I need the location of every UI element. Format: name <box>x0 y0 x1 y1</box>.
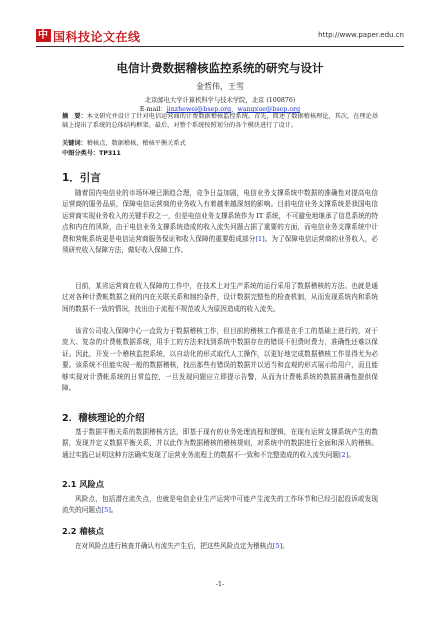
section-1-heading: 1．引言 <box>62 172 101 184</box>
section-2-heading: 2．稽核理论的介绍 <box>62 413 145 424</box>
classification-code: TP311 <box>99 150 121 157</box>
abstract <box>62 112 378 130</box>
paragraph-text: 风险点，包括潜在流失点，也就是电信企业生产运营中可能产生流失的工作环节和已经引起投诉或发现流失的问题点 <box>62 495 378 515</box>
email-link-2[interactable]: wangxue@bsep.org <box>237 106 301 113</box>
paragraph-text-tail: 。 <box>282 542 289 550</box>
classification-label: 中图分类号： <box>62 150 100 157</box>
email-link-1[interactable]: jinzhewei@bsep.org <box>166 106 232 113</box>
page-number: -1- <box>215 580 225 588</box>
header-divider <box>36 46 404 47</box>
abstract-label: 摘 要： <box>62 113 87 120</box>
paragraph-text: 基于数据平衡关系的数据稽核方法，即基于现有的业务处理流程和逻辑，在现有运营支撑系统产生的数据，发现并定义数据平衡关系，并以此作为数据稽核的稽核规则，对系统中的数据进行全面和深入的稽核。通过实践已证明这种方法确实发现了运营业务流程上的数据不一致和不完整造成的收入流失问题 <box>62 428 378 459</box>
site-logo-text: 国科技论文在线 <box>53 30 141 44</box>
keywords-text: 稽核点，数据稽核，稽核平衡关系式 <box>86 140 186 147</box>
keywords-label: 关键词： <box>62 140 87 147</box>
citation-link[interactable]: [5] <box>101 506 111 515</box>
citation-link[interactable]: [2] <box>338 450 349 459</box>
section-2-paragraph-1 <box>62 427 378 461</box>
paragraph-text-tail: 。为了保障电信运营商的业务收入，必须研究收入保障方法，做好收入保障工作。 <box>62 234 379 255</box>
citation-link[interactable]: [5] <box>272 542 283 550</box>
paragraph-text: 随着国内电信业的市场环境已渐趋合理，竞争日益加剧，电信业务支撑系统中数据的准确性对提高电信运营商的服务品质，保障电信运营商的业务收入有着越来越深刻的影响。目前电信业务支撑系统是我国电信运营商实现业务收入的关键手段之一，但是电信业务支撑系统作为 IT 系统，不可避免地继承了信息系统的特点和内在的风险，由于电信业务支撑系统造成的收入流失问题占据了重要的方面，而电信业务支撑系统中计费和营帐系统更是电信运营商服务保证和收入保障的重要组成部分 <box>62 189 378 243</box>
abstract-text: 本文研究并设计了针对电信运营商的计费数据稽核监控系统。首先，简述了数据稽核理论，其次，在理论基础上提出了系统的总体结构框架。最后，对整个系统按照划分的各个模块进行了设计。 <box>62 113 379 129</box>
site-url[interactable]: http://www.paper.edu.cn <box>318 31 404 39</box>
section-2-2-paragraph <box>62 541 378 552</box>
email-separator: ， <box>231 106 238 113</box>
paper-authors: 金哲伟，王雪 <box>196 82 244 91</box>
keywords <box>62 139 378 148</box>
page-header <box>36 28 404 46</box>
paper-title: 电信计费数据稽核监控系统的研究与设计 <box>116 61 324 75</box>
logo-icon <box>36 29 51 42</box>
citation-link[interactable]: [1] <box>255 234 265 243</box>
email-label: E-mail： <box>139 106 167 113</box>
paragraph-text-tail: 。 <box>348 450 355 459</box>
paragraph-text: 在对风险点进行核查并确认有流失产生后，把这些风险点定为稽核点 <box>75 542 273 550</box>
section-1-paragraph-2: 目前，某省运营商在收入保障的工作中，在技术上对生产系统的运行采用了数据稽核的方法。也就是通过对各种计费帐数据之间的内在关联关系和制约条件，设计数据完整性的检查机制，从而发现系统内和系统间的数据不一致的情况，找出由于流程不规范或人为原因造成的收入流失。 <box>62 282 378 313</box>
section-1-paragraph-3: 该省公司收入保障中心一直致力于数据稽核工作，但目前的稽核工作都是在手工的基础上进行的，对于庞大、复杂的计费帐数据系统，用手工的方法来找到系统中数据存在的错误不但费时费力，准确性还难以保证。因此，开发一个稽核监控系统，以自动化的形式取代人工操作，以更好地完成数据稽核工作显得尤为必要。该系统不但能实现一般的数据稽核，找出那些有错误的数据并以适当和直观的形式展示给用户，而且能够实现对计费帐系统的日常监控，一旦发现问题应立即提示告警，从而为计费帐系统的数据准确性提供保障。 <box>62 327 378 393</box>
section-2-1-heading: 2.1 风险点 <box>62 479 104 489</box>
section-2-1-paragraph <box>62 494 378 517</box>
classification <box>62 149 378 158</box>
logo-glyph: 中 <box>38 30 48 41</box>
paragraph-text-tail: 。 <box>110 506 118 515</box>
section-2-2-heading: 2.2 稽核点 <box>62 526 104 536</box>
section-1-paragraph-1 <box>62 188 378 256</box>
paper-affiliation: 北京邮电大学计算机科学与技术学院，北京 (100876) <box>144 97 296 104</box>
